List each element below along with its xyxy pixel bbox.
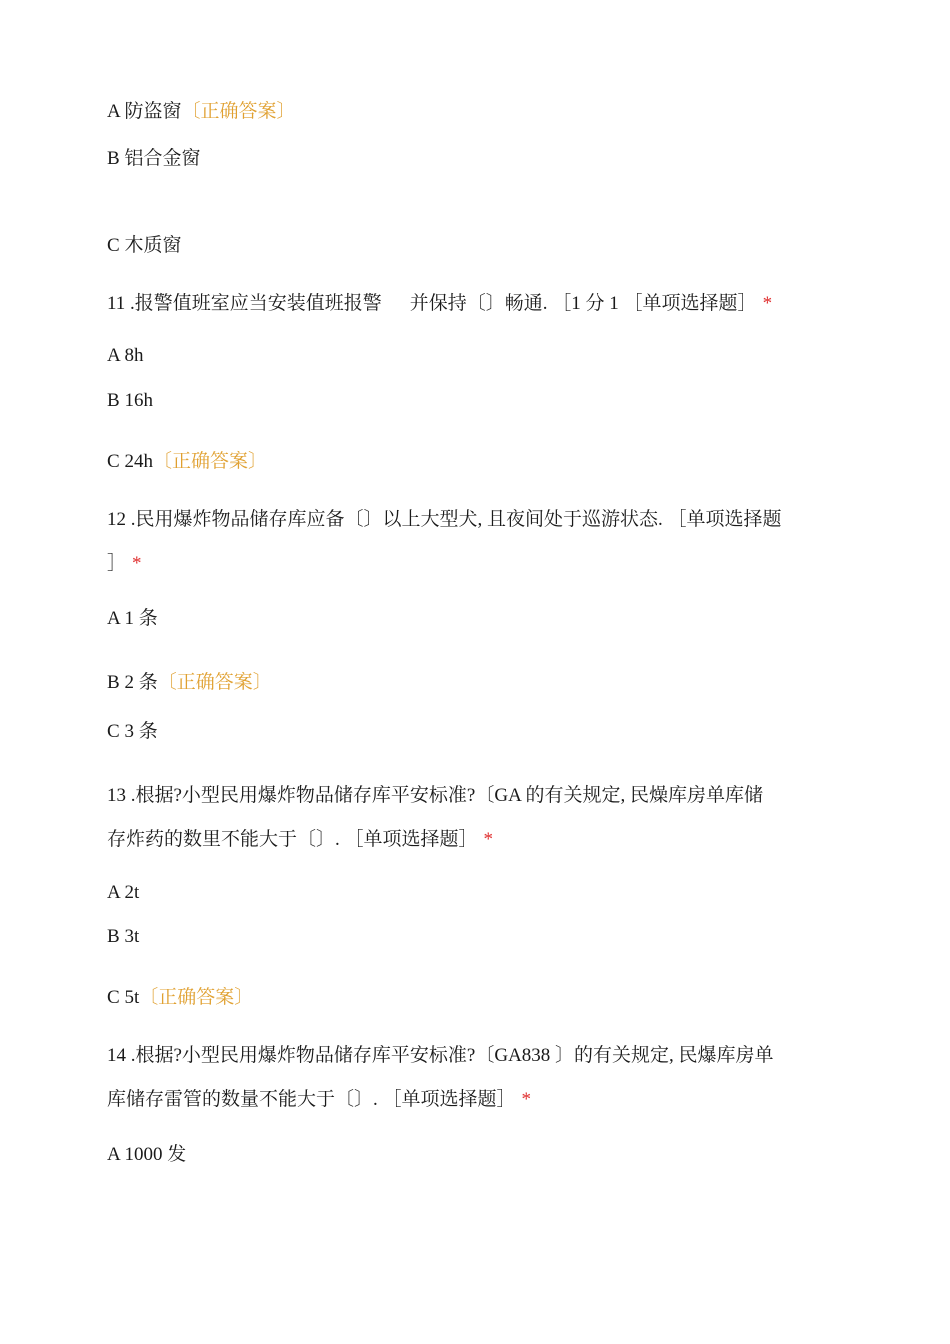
option-text: 防盗窗 <box>124 101 182 122</box>
option-q12-c[interactable] <box>107 721 837 743</box>
option-text: 2t <box>124 882 140 903</box>
option-q10-c[interactable] <box>107 235 837 257</box>
option-letter: C <box>107 721 120 742</box>
option-q12-a[interactable] <box>107 608 837 630</box>
option-letter: A <box>107 101 120 122</box>
option-text: 1 条 <box>124 608 158 629</box>
option-text: 3 条 <box>124 721 158 742</box>
option-letter: A <box>107 345 120 366</box>
question-14-stem-line2 <box>107 1089 837 1111</box>
option-letter: B <box>107 148 120 169</box>
question-stem-part2: 并保持〔〕畅通. ［1 分 1 ［单项选择题］ <box>409 293 757 314</box>
question-14-stem-line1 <box>107 1045 837 1067</box>
option-letter: A <box>107 882 120 903</box>
option-q14-a[interactable] <box>107 1144 837 1166</box>
option-letter: B <box>107 390 120 411</box>
correct-answer-label: 〔正确答案〕 <box>157 672 272 693</box>
option-text: 木质窗 <box>124 235 182 256</box>
question-11-stem <box>107 293 837 315</box>
question-stem-text: 库储存雷管的数量不能大于〔〕. ［单项选择题］ <box>107 1089 516 1110</box>
option-text: 铝合金窗 <box>124 148 201 169</box>
option-text: 5t <box>124 987 140 1008</box>
option-q13-b[interactable] <box>107 926 837 948</box>
required-mark: * <box>521 1089 532 1110</box>
correct-answer-label: 〔正确答案〕 <box>152 451 267 472</box>
question-12-stem-line2 <box>107 553 837 575</box>
option-text: 3t <box>124 926 140 947</box>
option-letter: B <box>107 926 120 947</box>
option-q11-b[interactable] <box>107 390 837 412</box>
option-text: 16h <box>124 390 153 411</box>
option-q10-a[interactable] <box>107 101 837 123</box>
correct-answer-label: 〔正确答案〕 <box>181 101 296 122</box>
question-13-stem-line1 <box>107 785 837 807</box>
option-q12-b[interactable] <box>107 672 837 694</box>
question-12-stem-line1 <box>107 509 837 531</box>
required-mark: * <box>762 293 773 314</box>
question-stem-text: 存炸药的数里不能大于〔〕. ［单项选择题］ <box>107 829 478 850</box>
question-stem-text: 12 .民用爆炸物品储存库应备〔〕以上大型犬, 且夜间处于巡游状态. ［单项选择题 <box>107 509 782 530</box>
correct-answer-label: 〔正确答案〕 <box>139 987 254 1008</box>
option-letter: C <box>107 235 120 256</box>
option-q11-a[interactable] <box>107 345 837 367</box>
option-q10-b[interactable] <box>107 148 837 170</box>
option-q11-c[interactable] <box>107 451 837 473</box>
option-q13-c[interactable] <box>107 987 837 1009</box>
question-stem-part1: 11 .报警值班室应当安装值班报警 <box>107 293 382 314</box>
question-stem-text: 14 .根据?小型民用爆炸物品储存库平安标准?〔GA838 〕的有关规定, 民爆库房单 <box>107 1045 774 1066</box>
option-letter: B <box>107 672 120 693</box>
option-text: 2 条 <box>124 672 158 693</box>
option-letter: C <box>107 987 120 1008</box>
required-mark: * <box>132 553 142 574</box>
question-stem-text: ］ <box>107 553 127 574</box>
option-text: 8h <box>124 345 144 366</box>
question-13-stem-line2 <box>107 829 837 851</box>
option-q13-a[interactable] <box>107 882 837 904</box>
option-letter: A <box>107 608 120 629</box>
option-text: 1000 发 <box>124 1144 187 1165</box>
option-letter: A <box>107 1144 120 1165</box>
option-letter: C <box>107 451 120 472</box>
question-stem-text: 13 .根据?小型民用爆炸物品储存库平安标准?〔GA 的有关规定, 民燥库房单库储 <box>107 785 764 806</box>
required-mark: * <box>483 829 494 850</box>
option-text: 24h <box>124 451 153 472</box>
